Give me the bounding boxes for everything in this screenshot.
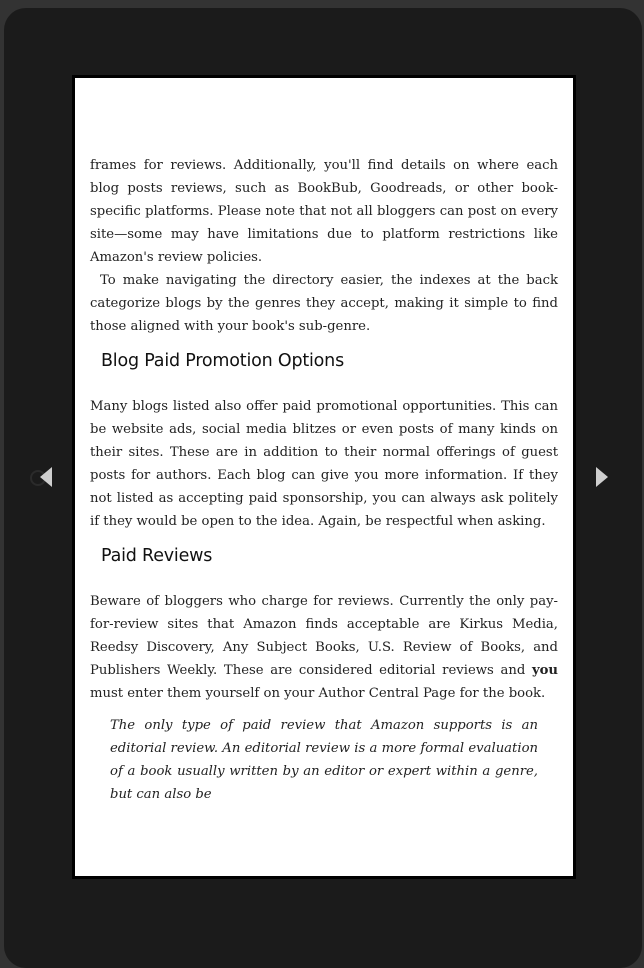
page-content xyxy=(90,154,558,806)
section-heading: Paid Reviews xyxy=(101,546,213,566)
paragraph: frames for reviews. Additionally, you'll find details on where each blog posts reviews, such as BookBub, Goodreads, or other book-specific platforms. Please note that not all bloggers can post on every site—some may have limitations due to platform restrictions like Amazon's review policies. xyxy=(90,158,558,265)
emphasis: you xyxy=(531,663,558,678)
next-page-button[interactable] xyxy=(596,467,608,487)
paragraph: Beware of bloggers who charge for reviews. Currently the only pay-for-review sites that Amazon finds acceptable are Kirkus Media, Reedsy Discovery, Any Subject Books, U.S. Review of Books, and Publishers Weekly. These are considered editorial reviews and you must enter them yourself on your Author Central Page for the book. xyxy=(90,594,558,701)
paragraph: To make navigating the directory easier, the indexes at the back categorize blogs by the genres they accept, making it simple to find those aligned with your book's sub-genre. xyxy=(90,273,558,334)
book-page xyxy=(72,75,576,879)
section-heading: Blog Paid Promotion Options xyxy=(101,351,344,371)
blockquote: The only type of paid review that Amazon supports is an editorial review. An editorial review is a more formal evaluation of a book usually written by an editor or expert within a genre, but can also be xyxy=(110,718,538,802)
paragraph: Many blogs listed also offer paid promotional opportunities. This can be website ads, social media blitzes or even posts of many kinds on their sites. These are in addition to their normal offerings of guest posts for authors. Each blog can give you more information. If they not listed as accepting paid sponsorship, you can always ask politely if they would be open to the idea. Again, be respectful when asking. xyxy=(90,399,558,529)
previous-page-button[interactable] xyxy=(40,467,52,487)
